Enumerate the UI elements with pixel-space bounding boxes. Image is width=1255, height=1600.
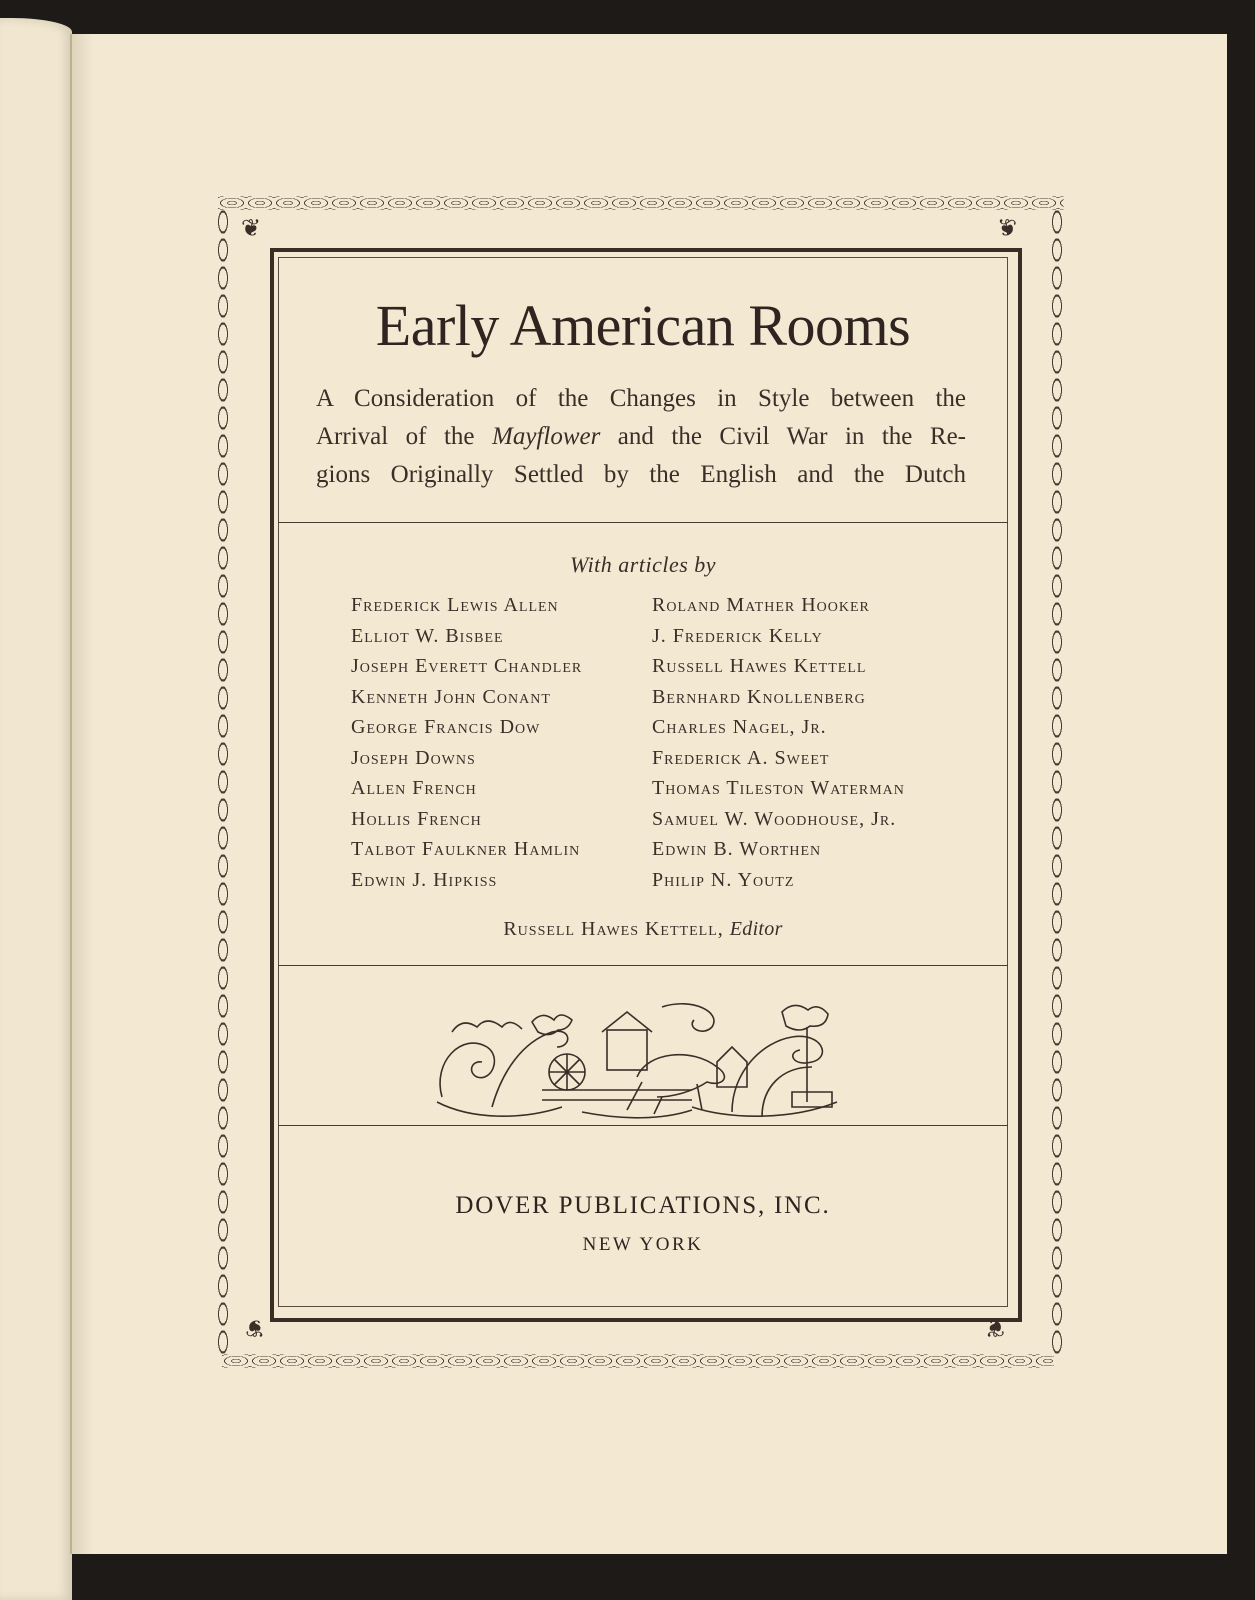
editor-role: Editor (729, 918, 783, 940)
editor-separator: , (717, 918, 730, 940)
contributor-name: Thomas Tileston Waterman (652, 777, 905, 799)
section-divider (278, 965, 1008, 966)
corner-sprig-icon: ❦ (240, 216, 262, 242)
corner-sprig-icon: ❦ (244, 1314, 266, 1340)
contributor-name: J. Frederick Kelly (652, 624, 823, 647)
contributor-name: Kenneth John Conant (351, 685, 551, 708)
contributor-name: Joseph Downs (351, 746, 476, 769)
contributor-name: Elliot W. Bisbee (351, 624, 504, 647)
ornamental-border-left (216, 208, 230, 1358)
publisher-name: DOVER PUBLICATIONS, INC. (455, 1192, 831, 1219)
pastoral-scene-woodcut-icon (432, 1002, 842, 1122)
contributor-name: Edwin J. Hipkiss (351, 868, 498, 891)
section-divider (278, 1125, 1008, 1126)
contributor-name: Hollis French (351, 807, 482, 830)
contributor-name: Philip N. Youtz (652, 868, 795, 891)
subtitle-line-1: A Consideration of the Changes in Style between the (316, 385, 966, 412)
contributor-name: Roland Mather Hooker (652, 594, 870, 616)
contributor-name: Frederick Lewis Allen (351, 594, 559, 616)
contributor-name: Bernhard Knollenberg (652, 685, 866, 708)
contributor-name: George Francis Dow (351, 716, 541, 738)
contributor-name: Russell Hawes Kettell (652, 655, 867, 677)
ornamental-border-bottom (222, 1354, 1054, 1368)
subtitle-text: and the Civil War in the Re- (600, 423, 966, 450)
facing-left-page (0, 18, 72, 1600)
editor-credit (278, 918, 1008, 941)
contributors-right-column (652, 590, 905, 895)
contributors-left-column (351, 590, 582, 895)
contributor-name: Talbot Faulkner Hamlin (351, 838, 581, 860)
book-title: Early American Rooms (375, 293, 911, 358)
contributor-name: Joseph Everett Chandler (351, 655, 583, 677)
corner-sprig-icon: ❦ (984, 1314, 1006, 1340)
contributor-name: Samuel W. Woodhouse, Jr. (652, 807, 897, 830)
contributor-name: Charles Nagel, Jr. (652, 716, 827, 738)
articles-heading: With articles by (569, 552, 717, 577)
subtitle-text: Arrival of the (316, 423, 492, 450)
contributor-name: Allen French (351, 777, 477, 799)
corner-sprig-icon: ❦ (996, 216, 1018, 242)
subtitle-line-2 (316, 418, 966, 456)
contributor-name: Edwin B. Worthen (652, 838, 822, 860)
ornamental-border-top (218, 196, 1064, 210)
section-divider (278, 522, 1008, 523)
book-subtitle (316, 380, 966, 494)
ornamental-border-right (1050, 208, 1064, 1354)
editor-name: Russell Hawes Kettell (503, 918, 718, 940)
contributor-name: Frederick A. Sweet (652, 746, 830, 769)
subtitle-ship-name: Mayflower (492, 423, 601, 450)
subtitle-line-3: gions Originally Settled by the English and the Dutch (316, 461, 966, 488)
publisher-city: NEW YORK (582, 1234, 704, 1255)
